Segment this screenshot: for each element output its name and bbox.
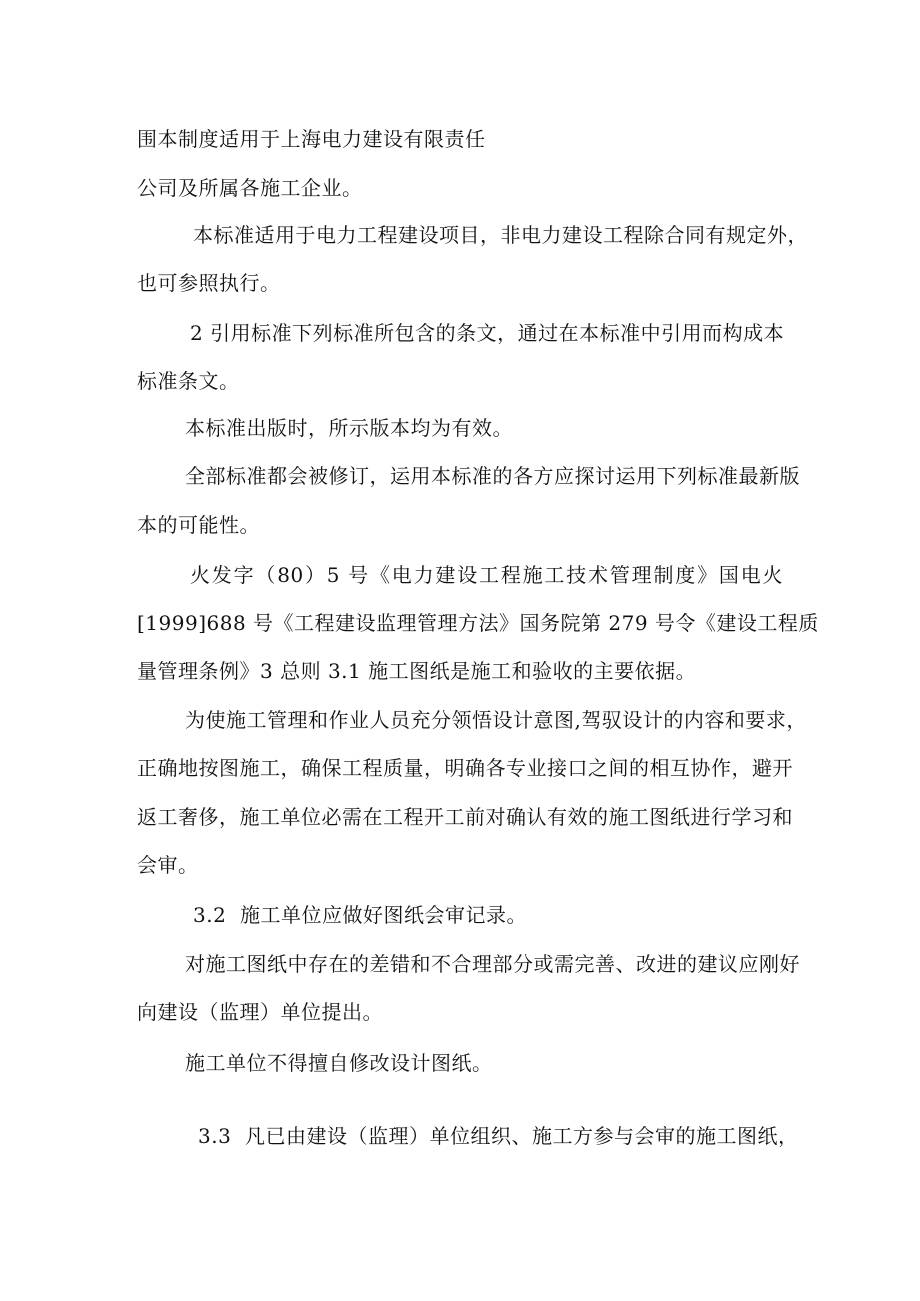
text-line: 返工奢侈，施工单位必需在工程开工前对确认有效的施工图纸进行学习和	[137, 805, 793, 829]
text-line: 围本制度适用于上海电力建设有限责任	[137, 127, 486, 151]
text-line: 本标准适用于电力工程建设项目，非电力建设工程除合同有规定外，	[193, 223, 808, 247]
text-line: 标准条文。	[137, 369, 240, 393]
text-line: 公司及所属各施工企业。	[137, 176, 363, 200]
text-line: 全部标准都会被修订，运用本标准的各方应探讨运用下列标准最新版	[185, 464, 800, 488]
text-line: 本的可能性。	[137, 513, 260, 537]
text-line: 量管理条例》3 总则 3.1 施工图纸是施工和验收的主要依据。	[137, 659, 697, 683]
text-line: 会审。	[137, 853, 199, 877]
section-heading: 3.3 凡已由建设（监理）单位组织、施工方参与会审的施工图纸，	[198, 1124, 799, 1148]
text-line: 也可参照执行。	[137, 271, 281, 295]
section-heading: 3.2 施工单位应做好图纸会审记录。	[193, 903, 528, 927]
text-line: 火发字（80）5 号《电力建设工程施工技术管理制度》国电火	[190, 563, 783, 587]
text-line: 为使施工管理和作业人员充分领悟设计意图,驾驭设计的内容和要求，	[185, 708, 807, 732]
text-line: 正确地按图施工，确保工程质量，明确各专业接口之间的相互协作，避开	[137, 756, 793, 780]
text-line: 施工单位不得擅自修改设计图纸。	[185, 1051, 493, 1075]
text-line: 对施工图纸中存在的差错和不合理部分或需完善、改进的建议应刚好	[185, 952, 800, 976]
text-line: [1999]688 号《工程建设监理管理方法》国务院第 279 号令《建设工程质	[137, 611, 819, 635]
text-line: 本标准出版时，所示版本均为有效。	[185, 416, 513, 440]
text-line: 向建设（监理）单位提出。	[137, 1000, 383, 1024]
text-line: 2 引用标准下列标准所包含的条文，通过在本标准中引用而构成本	[190, 321, 785, 345]
